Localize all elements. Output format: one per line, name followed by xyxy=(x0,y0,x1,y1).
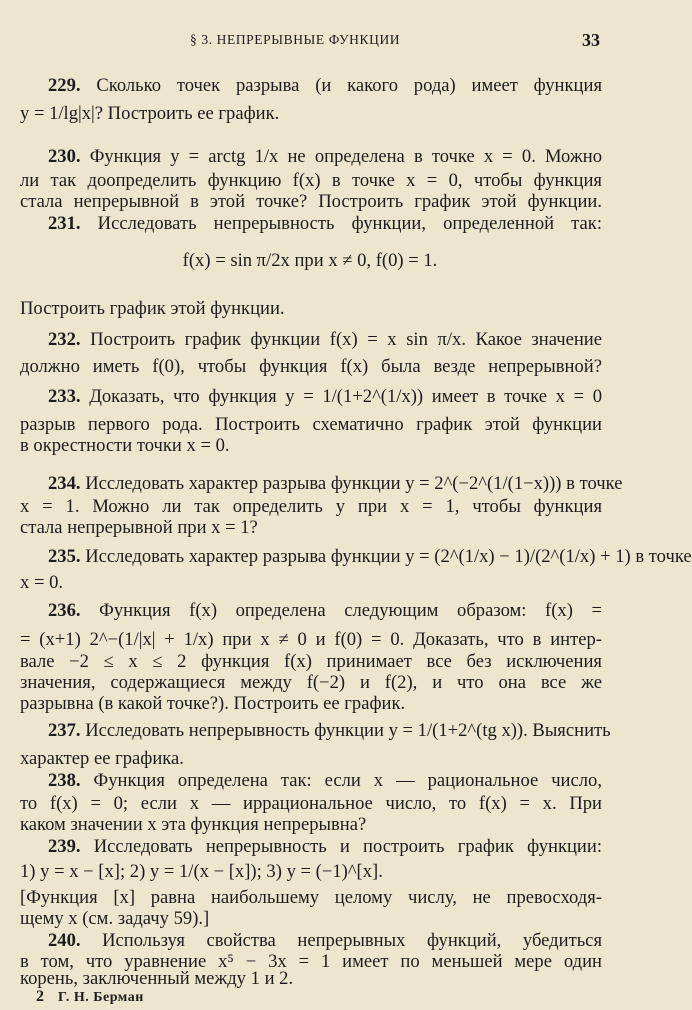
problem-235-line-1: 235. Исследовать характер разрыва функции y = (2^(1/x) − 1)/(2^(1/x) + 1) в точке xyxy=(48,546,692,567)
problem-number: 231. xyxy=(48,213,81,234)
problem-number: 232. xyxy=(48,329,81,350)
signature-footer xyxy=(36,988,144,1006)
problem-230-line-2: ли так доопределить функцию f(x) в точке x = 0, чтобы функция xyxy=(20,170,602,191)
problem-230-line-1: 230. Функция y = arctg 1/x не определена в точке x = 0. Можно xyxy=(48,146,602,167)
problem-232-line-2: должно иметь f(0), чтобы функция f(x) была везде непрерывной? xyxy=(20,356,602,377)
problem-239-line-4: щему x (см. задачу 59).] xyxy=(20,908,210,929)
problem-231-line-1: 231. Исследовать непрерывность функции, определенной так: xyxy=(48,213,602,234)
problem-234-line-2: x = 1. Можно ли так определить y при x = 1, чтобы функция xyxy=(20,496,602,517)
section-title: § 3. НЕПРЕРЫВНЫЕ ФУНКЦИИ xyxy=(190,32,401,47)
problem-231-line-3: Построить график этой функции. xyxy=(20,298,285,319)
problem-229-line-2: y = 1/lg|x|? Построить ее график. xyxy=(20,103,280,124)
page-number: 33 xyxy=(582,30,600,50)
problem-number: 233. xyxy=(48,386,81,407)
problem-236-line-2: = (x+1) 2^−(1/|x| + 1/x) при x ≠ 0 и f(0) = 0. Доказать, что в интер- xyxy=(20,629,602,650)
problem-number: 240. xyxy=(48,930,81,951)
author-name: Г. Н. Берман xyxy=(58,990,144,1005)
problem-236-line-4: значения, содержащиеся между f(−2) и f(2), и что она все же xyxy=(20,672,602,693)
problem-231-formula: f(x) = sin π/2x при x ≠ 0, f(0) = 1. xyxy=(182,250,438,271)
problem-237-line-1: 237. Исследовать непрерывность функции y = 1/(1+2^(tg x)). Выяснить xyxy=(48,720,611,741)
problem-233-line-1: 233. Доказать, что функция y = 1/(1+2^(1/x)) имеет в точке x = 0 xyxy=(48,386,602,407)
problem-number: 237. xyxy=(48,720,81,741)
problem-232-line-1: 232. Построить график функции f(x) = x sin π/x. Какое значение xyxy=(48,329,602,350)
problem-234-line-1: 234. Исследовать характер разрыва функции y = 2^(−2^(1/(1−x))) в точке xyxy=(48,473,623,494)
problem-number: 238. xyxy=(48,770,81,791)
problem-number: 234. xyxy=(48,473,81,494)
signature-number: 2 xyxy=(36,988,44,1005)
problem-number: 229. xyxy=(48,75,81,96)
problem-240-line-1: 240. Используя свойства непрерывных функций, убедиться xyxy=(48,930,602,951)
problem-230-line-3: стала непрерывной в этой точке? Построить график этой функции. xyxy=(20,191,602,212)
problem-number: 230. xyxy=(48,146,81,167)
problem-number: 239. xyxy=(48,836,81,857)
problem-229-line-1: 229. Сколько точек разрыва (и какого рода) имеет функция xyxy=(48,75,602,96)
problem-239-line-3: [Функция [x] равна наибольшему целому числу, не превосходя- xyxy=(20,887,602,908)
problem-233-line-3: в окрестности точки x = 0. xyxy=(20,435,230,456)
problem-239-line-2: 1) y = x − [x]; 2) y = 1/(x − [x]); 3) y = (−1)^[x]. xyxy=(20,861,383,882)
problem-238-line-3: каком значении x эта функция непрерывна? xyxy=(20,814,367,835)
problem-239-line-1: 239. Исследовать непрерывность и построить график функции: xyxy=(48,836,602,857)
problem-236-line-3: вале −2 ≤ x ≤ 2 функция f(x) принимает все без исключения xyxy=(20,651,602,672)
problem-240-line-2: в том, что уравнение x⁵ − 3x = 1 имеет по меньшей мере один xyxy=(20,951,602,972)
problem-number: 235. xyxy=(48,546,81,567)
problem-240-line-3: корень, заключенный между 1 и 2. xyxy=(20,968,294,989)
problem-237-line-2: характер ее графика. xyxy=(20,748,184,769)
problem-233-line-2: разрыв первого рода. Построить схематично график этой функции xyxy=(20,414,602,435)
problem-238-line-2: то f(x) = 0; если x — иррациональное число, то f(x) = x. При xyxy=(20,793,602,814)
problem-236-line-5: разрывна (в какой точке?). Построить ее график. xyxy=(20,693,406,714)
problem-238-line-1: 238. Функция определена так: если x — рациональное число, xyxy=(48,770,602,791)
problem-234-line-3: стала непрерывной при x = 1? xyxy=(20,517,258,538)
running-header xyxy=(0,32,620,52)
problem-number: 236. xyxy=(48,600,81,621)
problem-236-line-1: 236. Функция f(x) определена следующим образом: f(x) = xyxy=(48,600,602,621)
problem-235-line-2: x = 0. xyxy=(20,572,64,593)
